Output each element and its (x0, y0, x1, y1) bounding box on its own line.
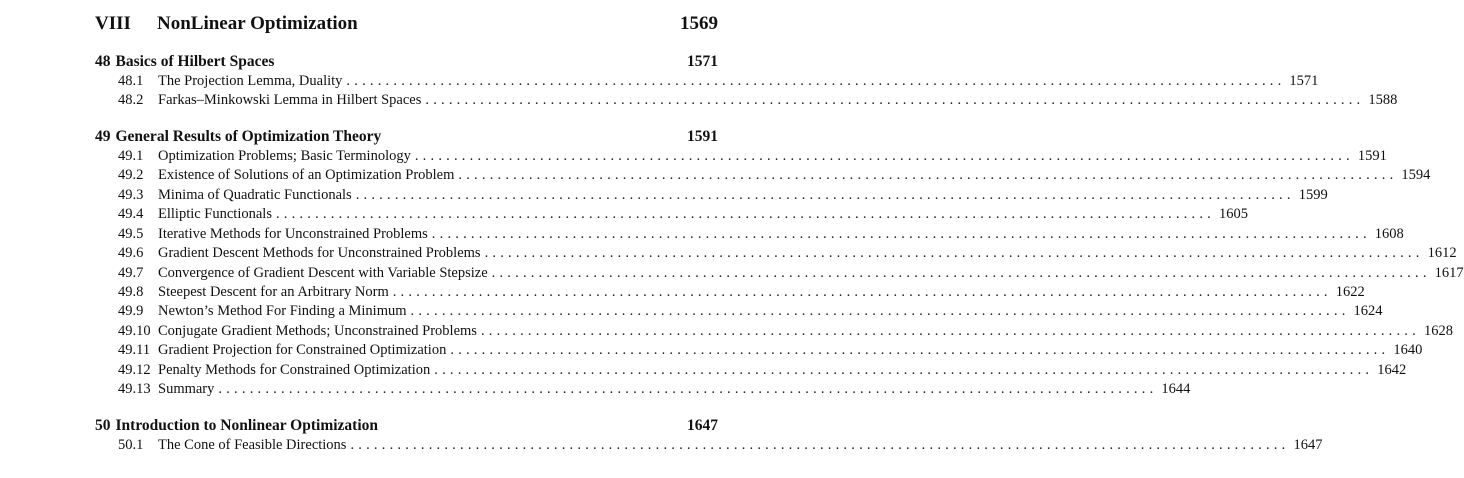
toc-entry (118, 342, 1423, 359)
section-page: 1640 (1393, 342, 1423, 358)
dot-leader: ........................................................................................................................ (355, 187, 1295, 203)
chapter-title: Basics of Hilbert Spaces (115, 53, 275, 70)
toc-entry (118, 148, 1387, 165)
section-number: 49.7 (118, 265, 144, 281)
section-title: Gradient Descent Methods for Unconstrained Problems (158, 245, 481, 261)
toc-entry (118, 226, 1404, 243)
section-page: 1571 (1289, 73, 1319, 89)
section-page: 1647 (1293, 437, 1323, 453)
part-heading (95, 13, 718, 35)
toc-entry (118, 265, 1464, 282)
toc-entry (118, 303, 1383, 320)
section-page: 1594 (1401, 167, 1431, 183)
dot-leader: ........................................................................................................................ (275, 206, 1215, 222)
chapter-number: 50 (95, 417, 111, 434)
section-number: 49.6 (118, 245, 144, 261)
section-page: 1628 (1423, 323, 1453, 339)
section-title: Summary (158, 381, 215, 397)
dot-leader: ........................................................................................................................ (218, 381, 1158, 397)
chapter-page: 1571 (687, 53, 718, 70)
toc-entry (118, 167, 1431, 184)
dot-leader: ........................................................................................................................ (414, 148, 1354, 164)
part-page: 1569 (680, 13, 718, 34)
chapter-page: 1591 (687, 128, 718, 145)
dot-leader: ........................................................................................................................ (392, 284, 1332, 300)
toc-entry (118, 245, 1457, 262)
dot-leader: ........................................................................................................................ (480, 323, 1420, 339)
chapter-heading (95, 128, 718, 146)
section-title: Farkas–Minkowski Lemma in Hilbert Spaces (158, 92, 422, 108)
section-page: 1617 (1434, 265, 1464, 281)
section-title: Existence of Solutions of an Optimization Problem (158, 167, 455, 183)
section-number: 48.2 (118, 92, 144, 108)
dot-leader: ........................................................................................................................ (346, 73, 1286, 89)
section-title: Gradient Projection for Constrained Optimization (158, 342, 447, 358)
chapter-heading (95, 53, 718, 71)
toc-entry (118, 362, 1407, 379)
dot-leader: ........................................................................................................................ (350, 437, 1290, 453)
section-page: 1624 (1353, 303, 1383, 319)
dot-leader: ........................................................................................................................ (484, 245, 1424, 261)
toc-entry (118, 73, 1319, 90)
dot-leader: ........................................................................................................................ (434, 362, 1374, 378)
toc-entry (118, 437, 1323, 454)
toc-entry (118, 187, 1328, 204)
section-title: Elliptic Functionals (158, 206, 272, 222)
section-number: 49.3 (118, 187, 144, 203)
section-page: 1599 (1298, 187, 1328, 203)
section-number: 49.1 (118, 148, 144, 164)
section-title: Penalty Methods for Constrained Optimization (158, 362, 431, 378)
section-number: 49.5 (118, 226, 144, 242)
section-title: Convergence of Gradient Descent with Variable Stepsize (158, 265, 488, 281)
dot-leader: ........................................................................................................................ (410, 303, 1350, 319)
dot-leader: ........................................................................................................................ (450, 342, 1390, 358)
chapter-heading (95, 417, 718, 435)
section-title: The Projection Lemma, Duality (158, 73, 343, 89)
chapter-number: 48 (95, 53, 111, 70)
section-page: 1622 (1335, 284, 1365, 300)
section-number: 49.8 (118, 284, 144, 300)
section-title: Iterative Methods for Unconstrained Problems (158, 226, 428, 242)
section-number: 49.4 (118, 206, 144, 222)
section-number: 49.2 (118, 167, 144, 183)
section-number: 50.1 (118, 437, 144, 453)
section-number: 49.12 (118, 362, 151, 378)
section-title: Conjugate Gradient Methods; Unconstrained Problems (158, 323, 477, 339)
part-title: NonLinear Optimization (157, 13, 358, 34)
toc-entry (118, 92, 1398, 109)
part-number: VIII (95, 13, 131, 34)
section-title: Optimization Problems; Basic Terminology (158, 148, 411, 164)
section-page: 1605 (1218, 206, 1248, 222)
chapter-title: Introduction to Nonlinear Optimization (115, 417, 379, 434)
section-page: 1591 (1357, 148, 1387, 164)
dot-leader: ........................................................................................................................ (431, 226, 1371, 242)
dot-leader: ........................................................................................................................ (425, 92, 1365, 108)
section-page: 1588 (1368, 92, 1398, 108)
section-number: 49.9 (118, 303, 144, 319)
dot-leader: ........................................................................................................................ (458, 167, 1398, 183)
chapter-page: 1647 (687, 417, 718, 434)
chapter-number: 49 (95, 128, 111, 145)
section-page: 1644 (1161, 381, 1191, 397)
dot-leader: ........................................................................................................................ (491, 265, 1431, 281)
section-number: 49.11 (118, 342, 151, 358)
section-title: The Cone of Feasible Directions (158, 437, 347, 453)
section-number: 49.13 (118, 381, 151, 397)
section-page: 1608 (1374, 226, 1404, 242)
section-number: 49.10 (118, 323, 151, 339)
section-title: Newton’s Method For Finding a Minimum (158, 303, 407, 319)
section-title: Minima of Quadratic Functionals (158, 187, 352, 203)
toc-entry (118, 323, 1453, 340)
section-number: 48.1 (118, 73, 144, 89)
toc-entry (118, 284, 1365, 301)
toc-entry (118, 206, 1248, 223)
toc-entry (118, 381, 1191, 398)
chapter-title: General Results of Optimization Theory (115, 128, 382, 145)
section-title: Steepest Descent for an Arbitrary Norm (158, 284, 389, 300)
section-page: 1612 (1427, 245, 1457, 261)
section-page: 1642 (1377, 362, 1407, 378)
